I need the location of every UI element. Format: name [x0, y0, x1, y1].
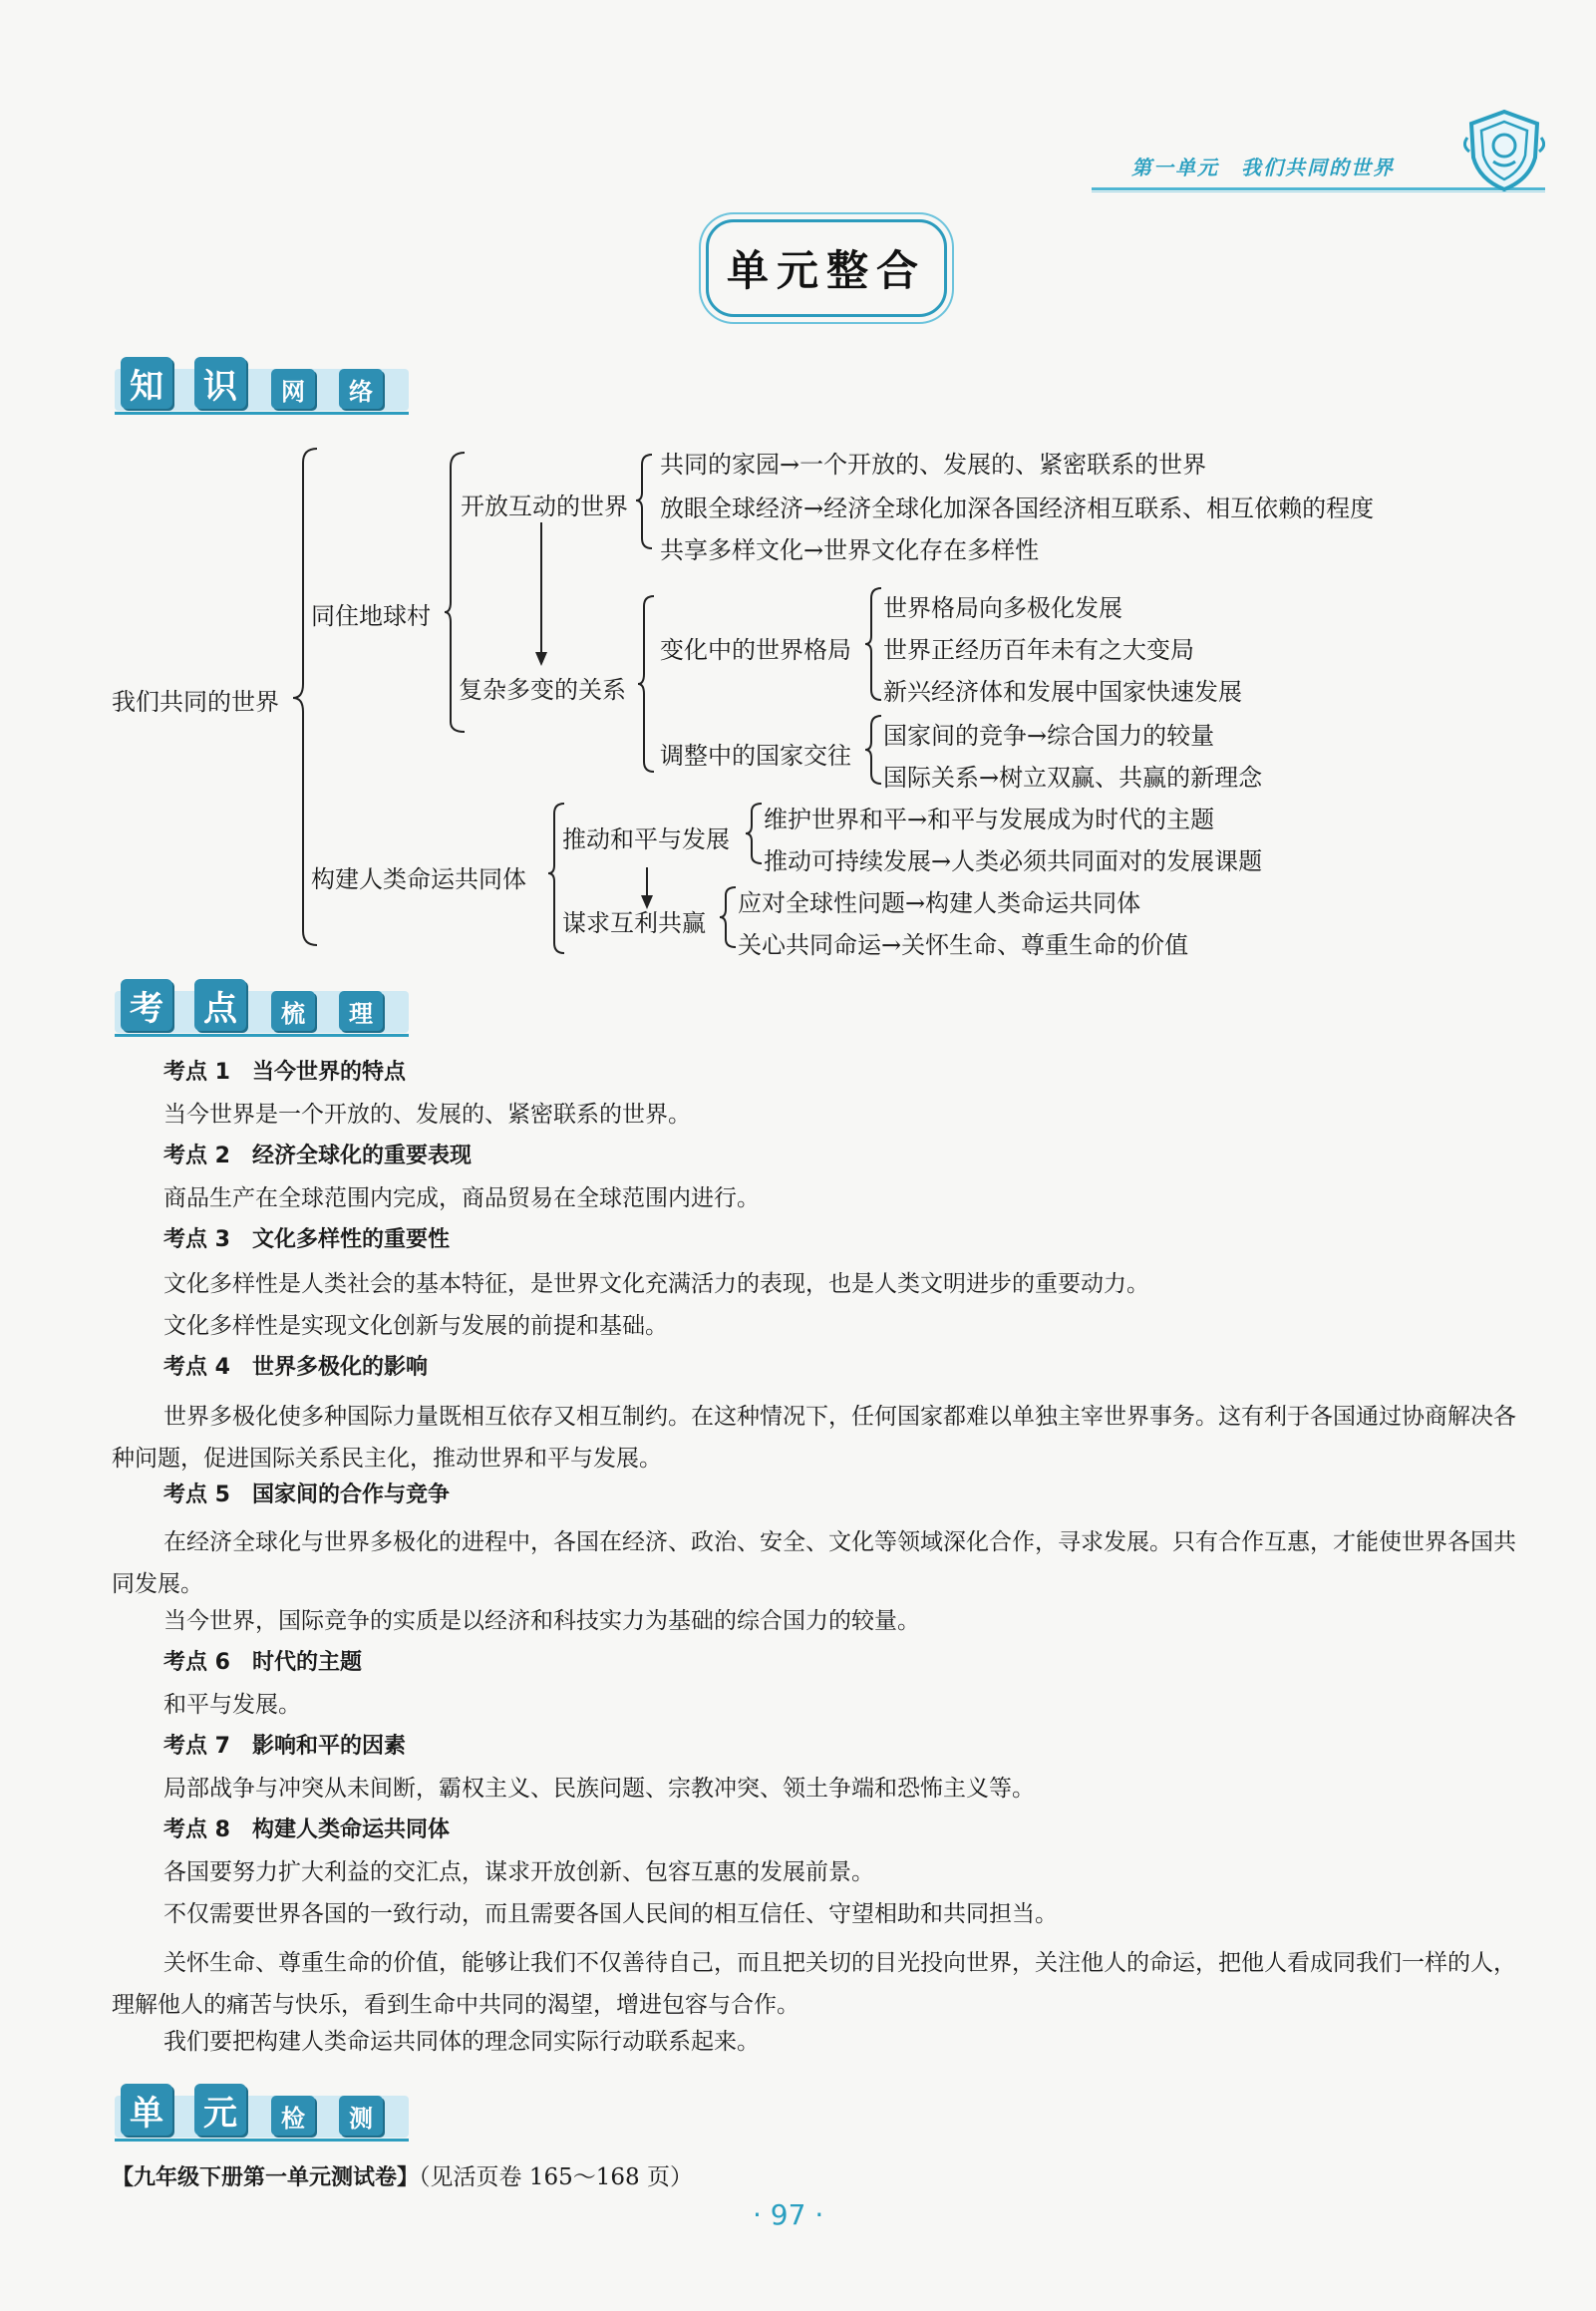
banner-char: 元: [194, 2084, 246, 2136]
banner-char: 单: [121, 2084, 172, 2136]
mindmap-leaf: 推动可持续发展→人类必须共同面对的发展课题: [764, 847, 1263, 875]
unit-title: 单元整合: [706, 219, 947, 317]
point-text: 不仅需要世界各国的一致行动，而且需要各国人民间的相互信任、守望相助和共同担当。: [163, 1901, 1058, 1927]
point-heading: 考点 5 国家间的合作与竞争: [163, 1483, 450, 1507]
point-text: 各国要努力扩大利益的交汇点，谋求开放创新、包容互惠的发展前景。: [163, 1859, 874, 1885]
mindmap-leaf: 维护世界和平→和平与发展成为时代的主题: [764, 806, 1215, 833]
mindmap-node-changing: 变化中的世界格局: [660, 636, 851, 664]
banner-char: 检: [271, 2096, 315, 2136]
mindmap-leaf: 共享多样文化→世界文化存在多样性: [660, 536, 1040, 564]
banner-char: 知: [121, 357, 172, 409]
mindmap-leaf: 世界格局向多极化发展: [883, 594, 1122, 622]
point-paragraph: 在经济全球化与世界多极化的进程中，各国在经济、政治、安全、文化等领域深化合作，寻求发展。只有合作互惠，才能使世界各国共同发展。: [112, 1529, 1516, 1597]
mindmap-node-open: 开放互动的世界: [461, 493, 628, 520]
mindmap-node-mutual: 谋求互利共赢: [562, 909, 706, 937]
point-heading: 考点 3 文化多样性的重要性: [163, 1227, 450, 1252]
banner-char: 理: [339, 991, 383, 1031]
mindmap-leaf: 新兴经济体和发展中国家快速发展: [883, 678, 1242, 706]
mindmap-leaf: 关心共同命运→关怀生命、尊重生命的价值: [738, 931, 1189, 959]
banner-char: 网: [271, 369, 315, 409]
point-text: 局部战争与冲突从未间断，霸权主义、民族问题、宗教冲突、领土争端和恐怖主义等。: [163, 1776, 1035, 1802]
page-number: · 97 ·: [753, 2198, 824, 2231]
banner-char: 考: [121, 979, 172, 1031]
point-text: 文化多样性是实现文化创新与发展的前提和基础。: [163, 1313, 668, 1339]
point-paragraph: 关怀生命、尊重生命的价值，能够让我们不仅善待自己，而且把关切的目光投向世界，关注他人的命运，把他人看成同我们一样的人，理解他人的痛苦与快乐，看到生命中共同的渴望，增进包容与合作。: [112, 1950, 1516, 2018]
point-text: 当今世界是一个开放的、发展的、紧密联系的世界。: [163, 1102, 691, 1128]
point-text: 当今世界，国际竞争的实质是以经济和科技实力为基础的综合国力的较量。: [163, 1608, 920, 1634]
mindmap-leaf: 国家间的竞争→综合国力的较量: [883, 722, 1215, 750]
point-paragraph: 世界多极化使多种国际力量既相互依存又相互制约。在这种情况下，任何国家都难以单独主宰世界事务。这有利于各国通过协商解决各种问题，促进国际关系民主化，推动世界和平与发展。: [112, 1404, 1516, 1472]
mindmap-leaf: 应对全球性问题→构建人类命运共同体: [738, 889, 1141, 917]
mindmap-node-complex: 复杂多变的关系: [459, 676, 626, 704]
mindmap-leaf: 国际关系→树立双赢、共赢的新理念: [883, 764, 1263, 792]
mindmap-node-l1-a: 同住地球村: [311, 602, 431, 630]
banner-char: 测: [339, 2096, 383, 2136]
mindmap-leaf: 世界正经历百年未有之大变局: [883, 636, 1194, 664]
mindmap-leaf: 放眼全球经济→经济全球化加深各国经济相互联系、相互依赖的程度: [660, 495, 1375, 522]
mindmap-node-adjusting: 调整中的国家交往: [660, 742, 851, 770]
section-banner-unit-test: [115, 2082, 409, 2146]
banner-char: 络: [339, 369, 383, 409]
test-reference-title: 【九年级下册第一单元测试卷】: [112, 2165, 420, 2190]
mindmap-node-l1-b: 构建人类命运共同体: [311, 865, 526, 893]
banner-char: 梳: [271, 991, 315, 1031]
point-heading: 考点 1 当今世界的特点: [163, 1060, 406, 1085]
mindmap-node-peace: 推动和平与发展: [562, 825, 730, 853]
point-text: 和平与发展。: [163, 1692, 301, 1718]
banner-char: 识: [194, 357, 246, 409]
mindmap-root: 我们共同的世界: [112, 688, 279, 716]
point-heading: 考点 8 构建人类命运共同体: [163, 1817, 450, 1842]
mindmap-leaf: 共同的家园→一个开放的、发展的、紧密联系的世界: [660, 451, 1207, 479]
point-heading: 考点 2 经济全球化的重要表现: [163, 1144, 472, 1168]
section-banner-key-points: [115, 977, 409, 1041]
point-text: 我们要把构建人类命运共同体的理念同实际行动联系起来。: [163, 2029, 760, 2055]
banner-char: 点: [194, 979, 246, 1031]
test-reference-pages: （见活页卷 165～168 页）: [419, 2164, 693, 2190]
unit-header-label: 第一单元 我们共同的世界: [1131, 156, 1395, 179]
point-heading: 考点 6 时代的主题: [163, 1650, 362, 1675]
point-text: 文化多样性是人类社会的基本特征，是世界文化充满活力的表现，也是人类文明进步的重要动力。: [163, 1271, 1149, 1297]
point-heading: 考点 4 世界多极化的影响: [163, 1355, 428, 1380]
point-text: 商品生产在全球范围内完成，商品贸易在全球范围内进行。: [163, 1185, 760, 1211]
point-heading: 考点 7 影响和平的因素: [163, 1734, 406, 1759]
test-reference: [112, 2158, 693, 2191]
